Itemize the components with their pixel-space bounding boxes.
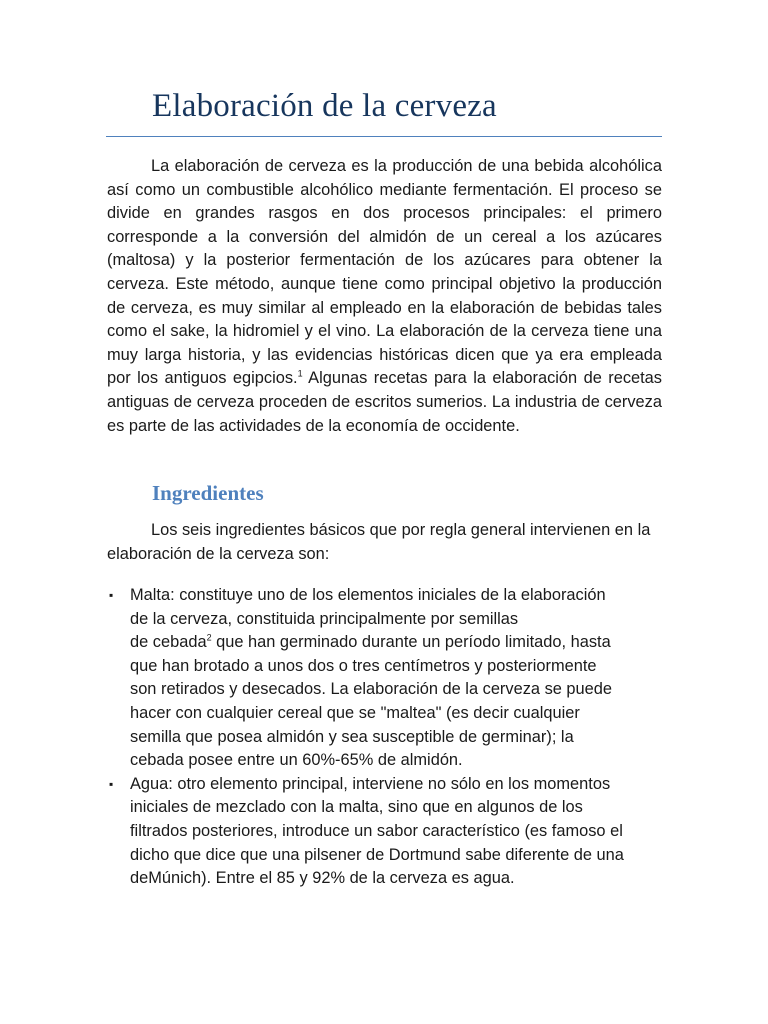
malta-line-7: semilla que posea almidón y sea susceptible de germinar); la <box>130 727 574 746</box>
ingredients-intro-paragraph: Los seis ingredientes básicos que por regla general intervienen en la elaboración de la cerveza son: <box>107 521 651 563</box>
title-underline-rule <box>106 136 662 137</box>
intro-text-part-1: La elaboración de cerveza es la producción de una bebida alcohólica así como un combustible alcohólico mediante fermentación. El proceso se divide en grandes rasgos en dos procesos principales: el primero corresponde a la conversión del almidón de un cereal a los azúcares (maltosa) y la posterior fermentación de los azúcares para obtener la cerveza. Este método, aunque tiene como principal objetivo la producción de cerveza, es muy similar al empleado en la elaboración de bebidas tales como el sake, la hidromiel y el vino. La elaboración de la cerveza tiene una muy larga historia, y las evidencias históricas dicen que ya era empleada por los antiguos egipcios. <box>107 157 662 388</box>
malta-line-3 <box>130 631 662 655</box>
malta-line-8: cebada posee entre un 60%-65% de almidón. <box>130 751 463 770</box>
malta-line-6: hacer con cualquier cereal que se "maltea" (es decir cualquier <box>130 703 580 722</box>
ingredients-list <box>107 584 662 891</box>
bullet-marker: ▪ <box>109 588 114 602</box>
list-item-agua <box>107 773 662 891</box>
footnote-ref-2[interactable]: 2 <box>206 632 212 643</box>
malta-line-1: Malta: constituye uno de los elementos iniciales de la elaboración <box>130 586 606 604</box>
agua-line-1: Agua: otro elemento principal, interviene no sólo en los momentos <box>130 774 611 793</box>
malta-line-3-end: que han germinado durante un período limitado, hasta <box>211 633 611 652</box>
agua-line-3: filtrados posteriores, introduce un sabor característico (es famoso el <box>130 821 623 840</box>
intro-paragraph <box>107 155 662 438</box>
intro-text-part-2: Algunas recetas para la elaboración de recetas antiguas de cerveza proceden de escritos sumerios. La industria de cerveza es parte de las actividades de la economía de occidente. <box>107 369 662 435</box>
agua-line-5: deMúnich). Entre el 85 y 92% de la cerveza es agua. <box>130 869 515 888</box>
malta-line-3-start: de cebada <box>130 633 207 652</box>
footnote-ref-1[interactable]: 1 <box>297 368 303 379</box>
malta-line-2: de la cerveza, constituida principalmente por semillas <box>130 609 519 628</box>
document-title: Elaboración de la cerveza <box>152 88 497 124</box>
malta-line-4: que han brotado a unos dos o tres centímetros y posteriormente <box>130 656 597 675</box>
agua-line-2: iniciales de mezclado con la malta, sino que en algunos de los <box>130 798 583 817</box>
bullet-marker: ▪ <box>109 776 114 791</box>
list-item-malta <box>107 584 662 773</box>
section-heading-ingredientes: Ingredientes <box>152 481 264 505</box>
malta-line-5: son retirados y desecados. La elaboración de la cerveza se puede <box>130 680 613 699</box>
agua-line-4: dicho que dice que una pilsener de Dortmund sabe diferente de una <box>130 845 624 864</box>
